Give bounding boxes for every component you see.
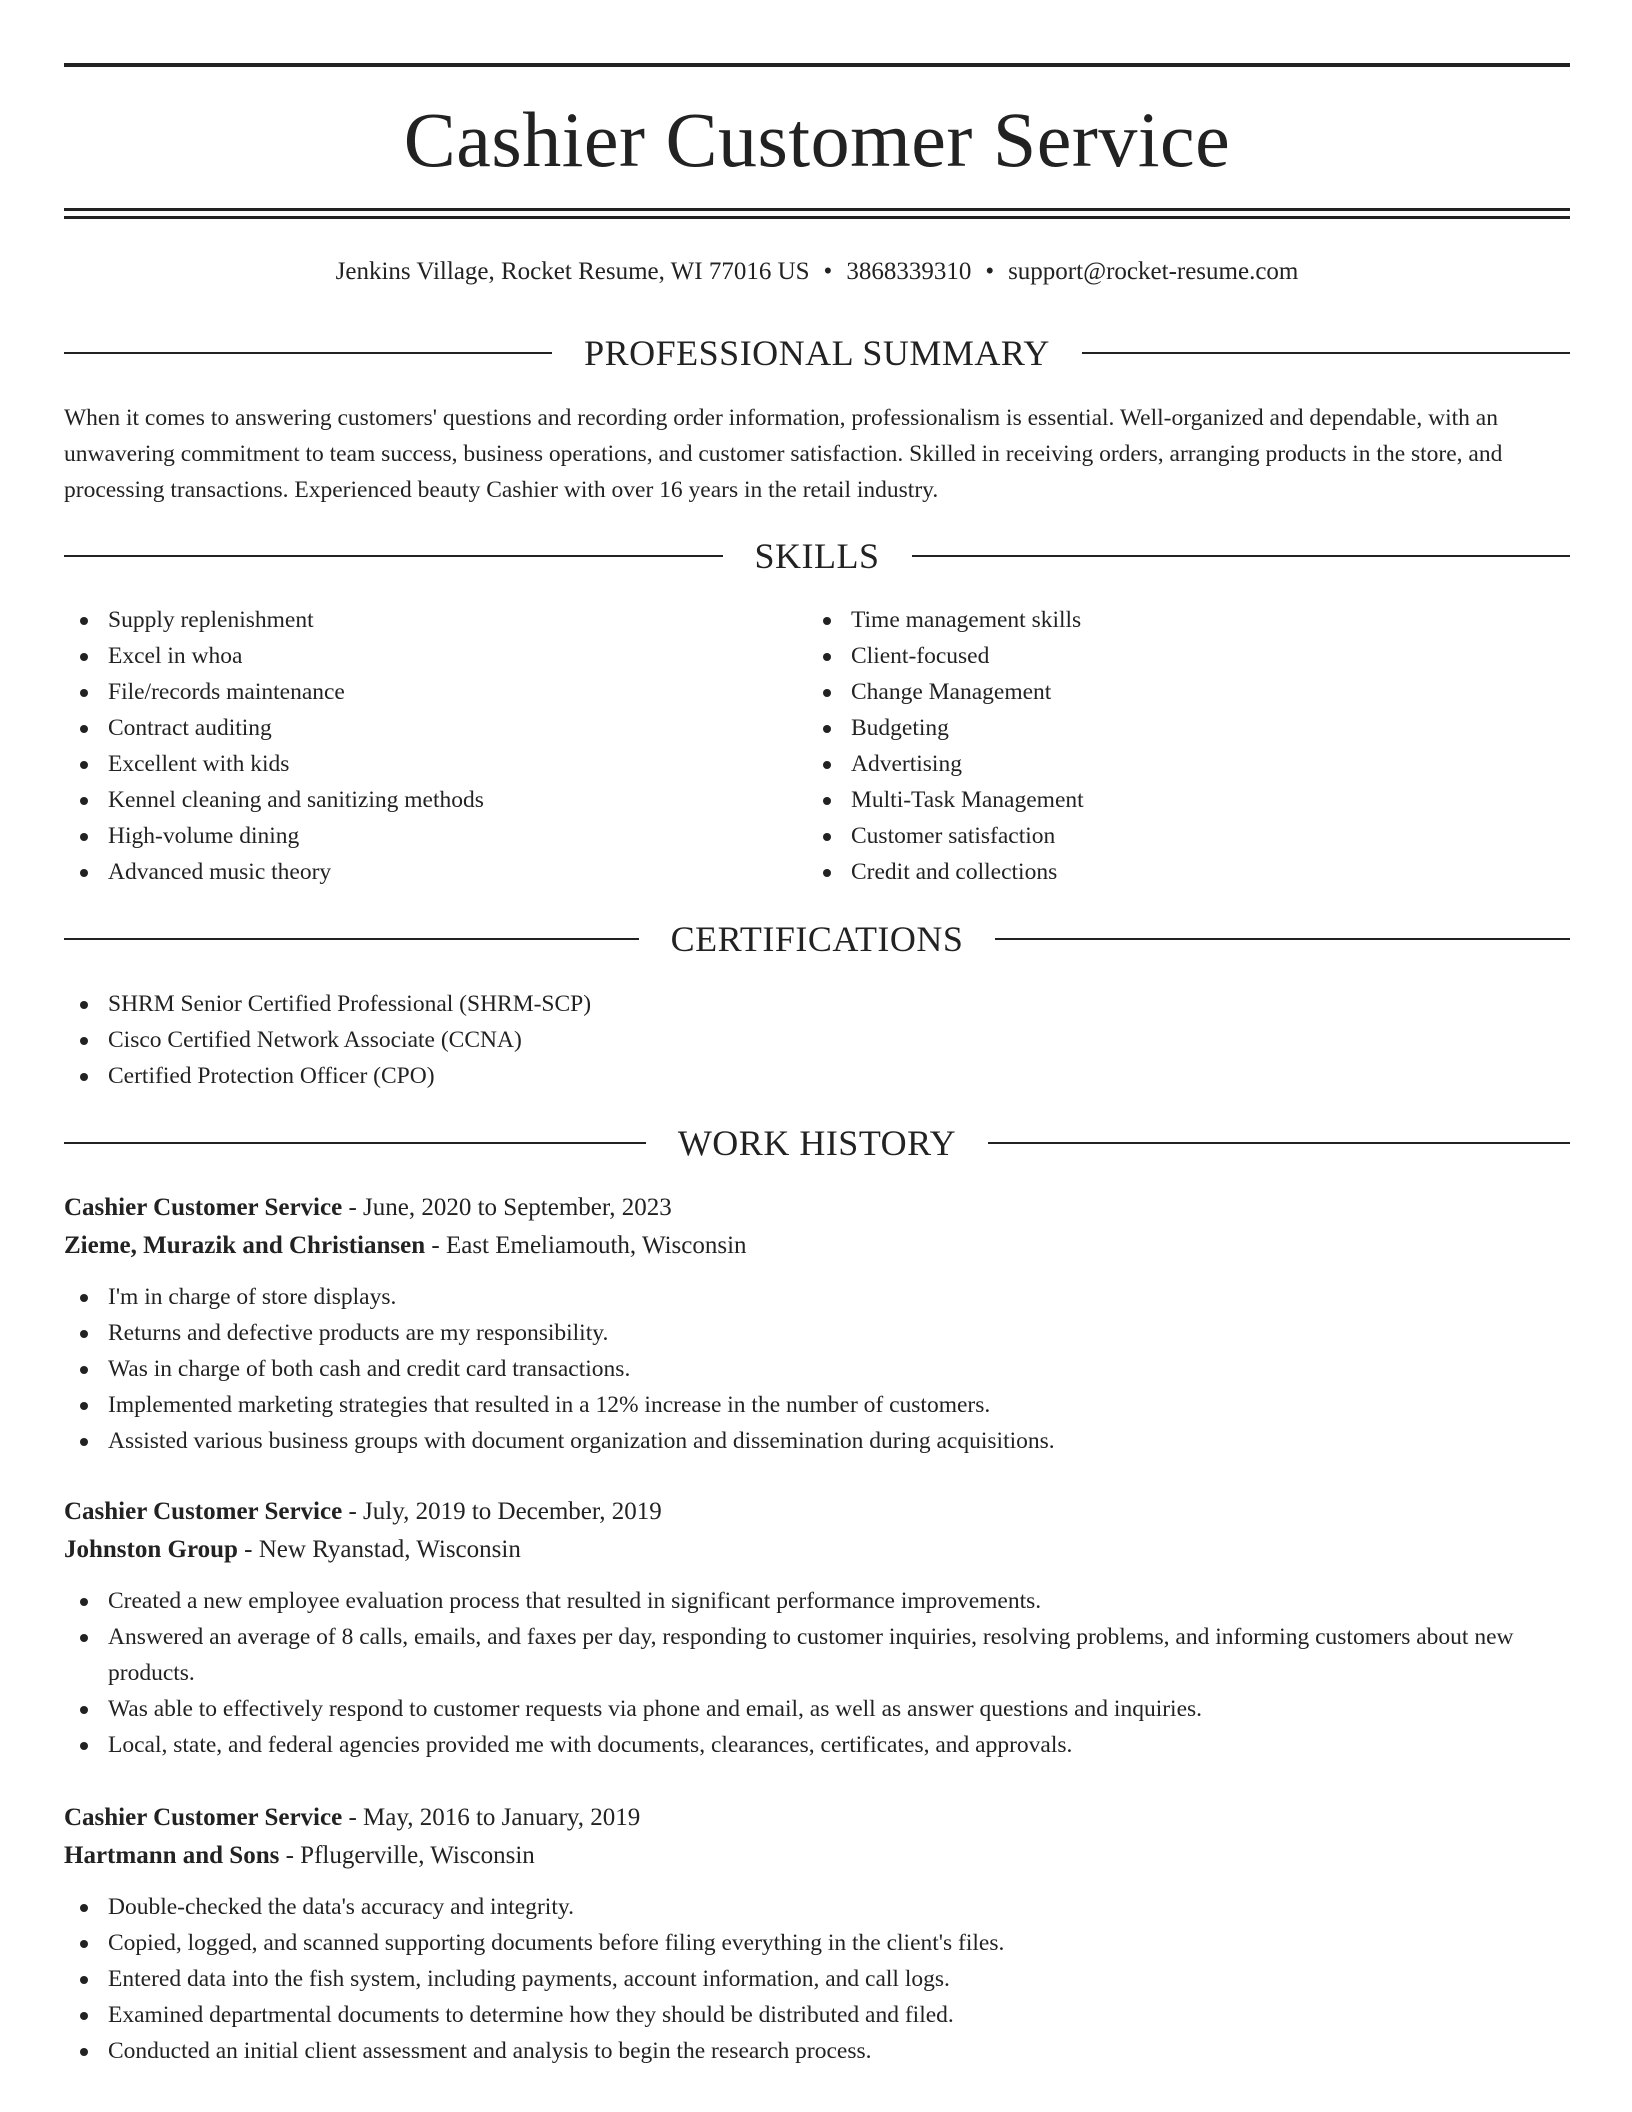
- section-title: WORK HISTORY: [677, 1123, 957, 1163]
- work-history-heading: [64, 1121, 1570, 1165]
- contact-separator: •: [985, 258, 995, 285]
- job-company-line: [64, 1531, 1570, 1569]
- skill-item: Contract auditing: [64, 710, 804, 746]
- skill-item: Multi-Task Management: [807, 782, 1567, 818]
- skill-item: Supply replenishment: [64, 602, 804, 638]
- skill-item: Customer satisfaction: [807, 818, 1567, 854]
- job-bullet: Created a new employee evaluation process that resulted in significant performance improvements.: [64, 1583, 1570, 1619]
- job-company-line: [64, 1227, 1570, 1265]
- job-bullet: Was able to effectively respond to customer requests via phone and email, as well as answer questions and inquiries.: [64, 1691, 1570, 1727]
- job-bullets: [64, 1279, 1570, 1459]
- job-location: - East Emeliamouth, Wisconsin: [425, 1232, 747, 1259]
- certification-item: SHRM Senior Certified Professional (SHRM-SCP): [64, 986, 1570, 1022]
- job-company: Hartmann and Sons: [64, 1842, 280, 1869]
- job-bullet: Was in charge of both cash and credit card transactions.: [64, 1351, 1570, 1387]
- contact-phone: 3868339310: [846, 258, 972, 285]
- job-dates: - May, 2016 to January, 2019: [342, 1804, 641, 1831]
- name-underline-rule: [64, 216, 1570, 219]
- job-location: - Pflugerville, Wisconsin: [279, 1842, 535, 1869]
- heading-rule: [64, 1142, 646, 1144]
- skill-item: Advertising: [807, 746, 1567, 782]
- job-bullet: Examined departmental documents to determine how they should be distributed and filed.: [64, 1997, 1570, 2033]
- job-bullet: Copied, logged, and scanned supporting documents before filing everything in the client's files.: [64, 1925, 1570, 1961]
- summary-text: When it comes to answering customers' questions and recording order information, professionalism is essential. Well-organized and dependable, with an unwavering commitment to team success, business operations, and customer satisfaction. Skilled in receiving orders, arranging products in the store, and processing transactions. Experienced beauty Cashier with over 16 years in the retail industry.: [64, 405, 1503, 503]
- skill-item: Change Management: [807, 674, 1567, 710]
- contact-line: [64, 254, 1570, 290]
- job-title: Cashier Customer Service: [64, 1194, 343, 1221]
- skill-item: Kennel cleaning and sanitizing methods: [64, 782, 804, 818]
- heading-rule: [64, 352, 552, 354]
- job-dates: - July, 2019 to December, 2019: [342, 1498, 662, 1525]
- section-title: CERTIFICATIONS: [670, 919, 964, 959]
- section-title: PROFESSIONAL SUMMARY: [584, 333, 1050, 373]
- certification-item: Certified Protection Officer (CPO): [64, 1058, 1570, 1094]
- job-bullet: Conducted an initial client assessment and analysis to begin the research process.: [64, 2033, 1570, 2069]
- contact-separator: •: [823, 258, 833, 285]
- job-bullet: Double-checked the data's accuracy and integrity.: [64, 1889, 1570, 1925]
- job-bullets: [64, 1583, 1570, 1763]
- certifications-list: [64, 986, 1570, 1094]
- job-entry: [64, 1799, 1570, 2069]
- job-bullet: Local, state, and federal agencies provided me with documents, clearances, certificates, and approvals.: [64, 1727, 1570, 1763]
- skills-list-right: [807, 602, 1567, 890]
- skill-item: Client-focused: [807, 638, 1567, 674]
- skills-heading: [64, 534, 1570, 578]
- job-bullet: Assisted various business groups with document organization and dissemination during acquisitions.: [64, 1423, 1570, 1459]
- job-company-line: [64, 1837, 1570, 1875]
- job-bullet: Implemented marketing strategies that resulted in a 12% increase in the number of customers.: [64, 1387, 1570, 1423]
- top-rule: [64, 63, 1570, 67]
- job-title: Cashier Customer Service: [64, 1498, 343, 1525]
- job-entry: [64, 1189, 1570, 1459]
- candidate-name: Cashier Customer Service: [403, 96, 1231, 183]
- skill-item: Excellent with kids: [64, 746, 804, 782]
- job-title-line: [64, 1493, 1570, 1531]
- job-bullets: [64, 1889, 1570, 2069]
- job-company: Johnston Group: [64, 1536, 238, 1563]
- job-bullet: Answered an average of 8 calls, emails, and faxes per day, responding to customer inquiries, resolving problems, and informing customers about new products.: [64, 1619, 1570, 1691]
- job-bullet: I'm in charge of store displays.: [64, 1279, 1570, 1315]
- job-company: Zieme, Murazik and Christiansen: [64, 1232, 426, 1259]
- job-dates: - June, 2020 to September, 2023: [342, 1194, 672, 1221]
- certifications-heading: [64, 917, 1570, 961]
- job-title: Cashier Customer Service: [64, 1804, 343, 1831]
- skill-item: High-volume dining: [64, 818, 804, 854]
- job-entry: [64, 1493, 1570, 1763]
- job-location: - New Ryanstad, Wisconsin: [237, 1536, 521, 1563]
- skill-item: Budgeting: [807, 710, 1567, 746]
- heading-rule: [988, 1142, 1570, 1144]
- skill-item: Time management skills: [807, 602, 1567, 638]
- job-bullet: Entered data into the fish system, including payments, account information, and call logs.: [64, 1961, 1570, 1997]
- summary-heading: [64, 331, 1570, 375]
- skill-item: Credit and collections: [807, 854, 1567, 890]
- contact-address: Jenkins Village, Rocket Resume, WI 77016 US: [335, 258, 810, 285]
- heading-rule: [64, 938, 639, 940]
- heading-rule: [995, 938, 1570, 940]
- heading-rule: [1082, 352, 1570, 354]
- heading-rule: [64, 555, 723, 557]
- contact-email[interactable]: support@rocket-resume.com: [1008, 258, 1299, 285]
- skill-item: Excel in whoa: [64, 638, 804, 674]
- certification-item: Cisco Certified Network Associate (CCNA): [64, 1022, 1570, 1058]
- skills-list-left: [64, 602, 804, 890]
- job-title-line: [64, 1799, 1570, 1837]
- section-title: SKILLS: [754, 536, 880, 576]
- job-title-line: [64, 1189, 1570, 1227]
- name-underline-rule: [64, 208, 1570, 211]
- heading-rule: [912, 555, 1571, 557]
- skill-item: File/records maintenance: [64, 674, 804, 710]
- skill-item: Advanced music theory: [64, 854, 804, 890]
- job-bullet: Returns and defective products are my responsibility.: [64, 1315, 1570, 1351]
